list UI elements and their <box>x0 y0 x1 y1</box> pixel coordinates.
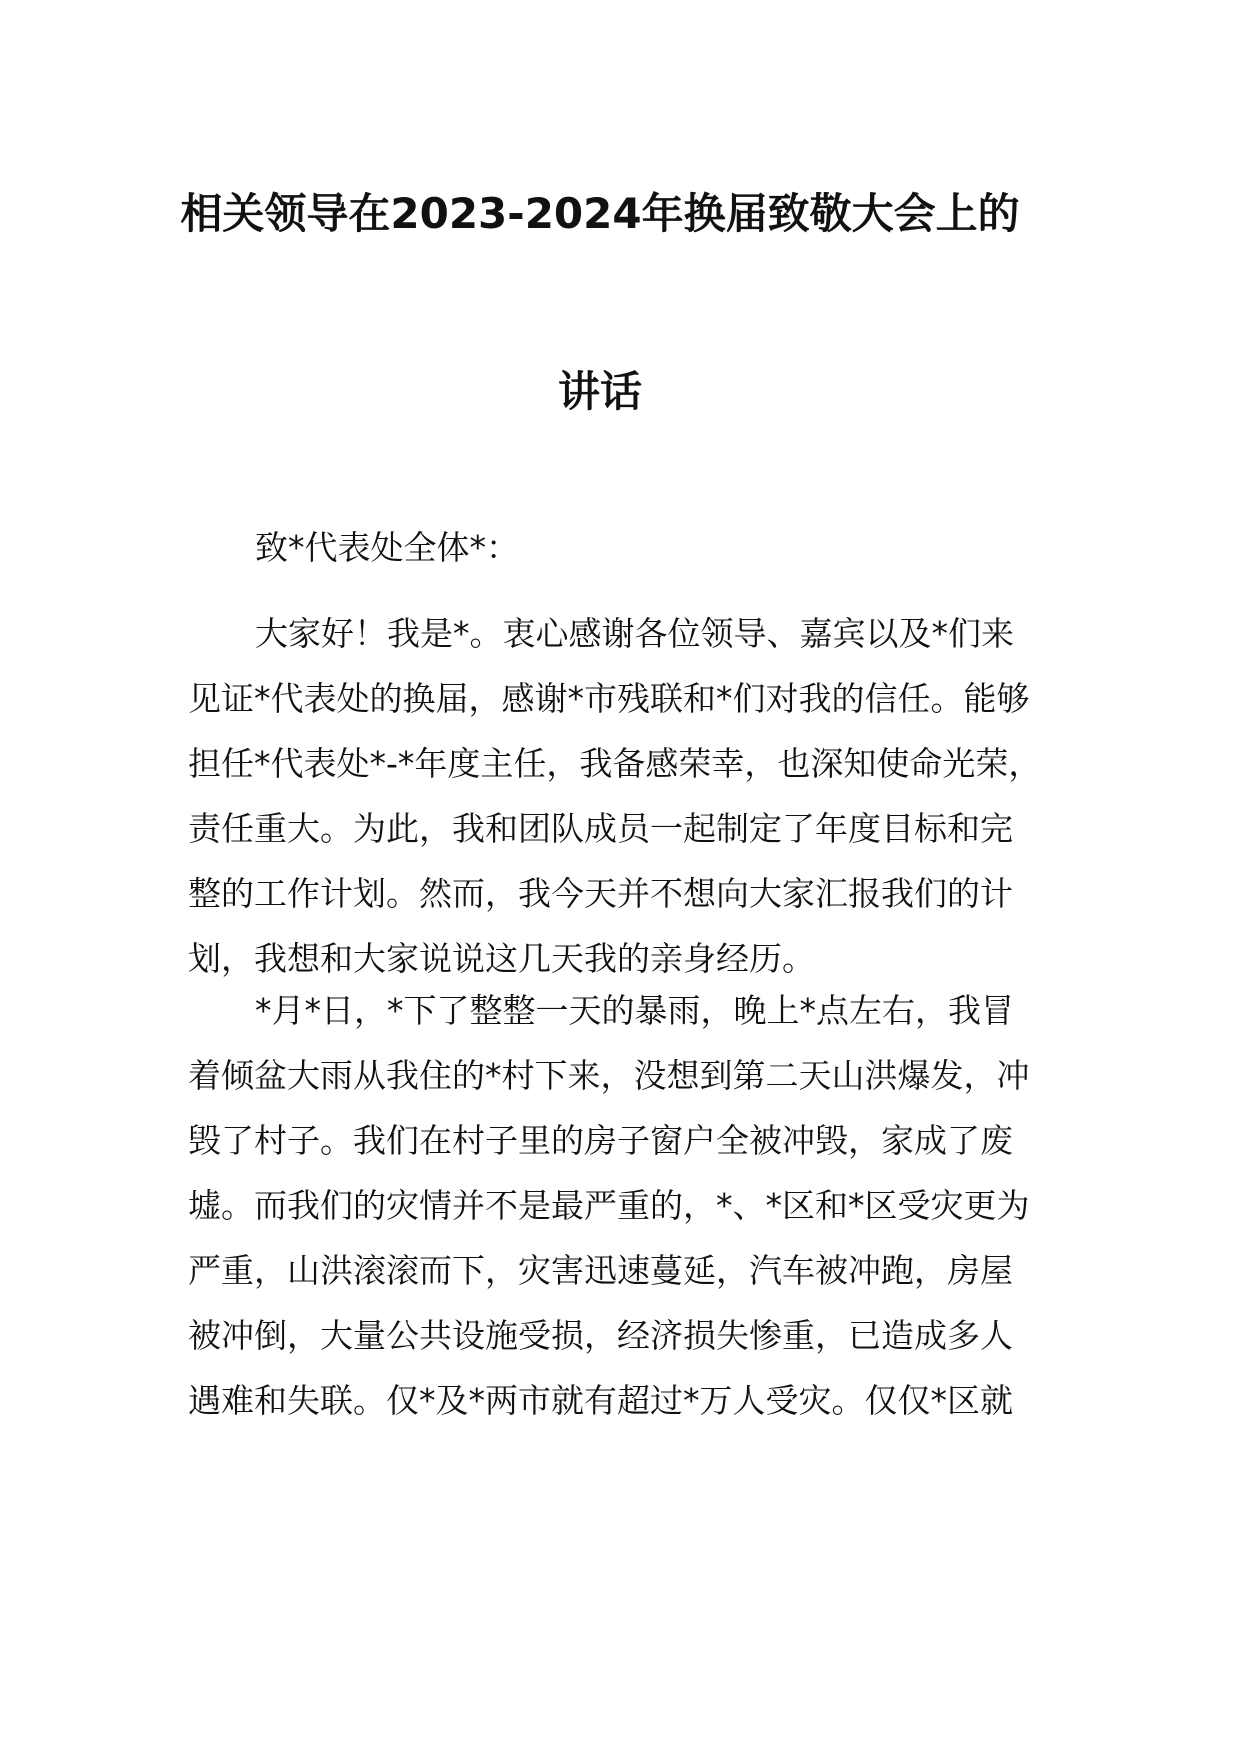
paragraph-1-line: 担任*代表处*-*年度主任，我备感荣幸，也深知使命光荣， <box>188 744 1042 783</box>
paragraph-2-line: 着倾盆大雨从我住的*村下来，没想到第二天山洪爆发，冲 <box>188 1056 1030 1095</box>
paragraph-2-line: 被冲倒，大量公共设施受损，经济损失惨重，已造成多人 <box>188 1316 1013 1355</box>
paragraph-1 <box>188 601 1048 991</box>
paragraph-2-line: 毁了村子。我们在村子里的房子窗户全被冲毁，家成了废 <box>188 1121 1013 1160</box>
paragraph-2-line: 遇难和失联。仅*及*两市就有超过*万人受灾。仅仅*区就 <box>188 1381 1013 1420</box>
paragraph-2-line: *月*日，*下了整整一天的暴雨，晚上*点左右，我冒 <box>255 991 1014 1030</box>
salutation <box>188 515 1048 580</box>
paragraph-1-line: 责任重大。为此，我和团队成员一起制定了年度目标和完 <box>188 809 1013 848</box>
paragraph-1-line: 见证*代表处的换届，感谢*市残联和*们对我的信任。能够 <box>188 679 1030 718</box>
paragraph-1-line: 大家好！我是*。衷心感谢各位领导、嘉宾以及*们来 <box>255 614 1014 653</box>
paragraph-1-line: 划，我想和大家说说这几天我的亲身经历。 <box>188 939 815 978</box>
document-title-line-2: 讲话 <box>557 367 642 416</box>
paragraph-1-line: 整的工作计划。然而，我今天并不想向大家汇报我们的计 <box>188 874 1013 913</box>
salutation-text: 致*代表处全体*： <box>255 528 519 567</box>
paragraph-2-line: 严重，山洪滚滚而下，灾害迅速蔓延，汽车被冲跑，房屋 <box>188 1251 1013 1290</box>
paragraph-2 <box>188 978 1048 1433</box>
paragraph-2-line: 墟。而我们的灾情并不是最严重的，*、*区和*区受灾更为 <box>188 1186 1030 1225</box>
document-title-line-1: 相关领导在2023-2024年换届致敬大会上的 <box>180 189 1020 238</box>
